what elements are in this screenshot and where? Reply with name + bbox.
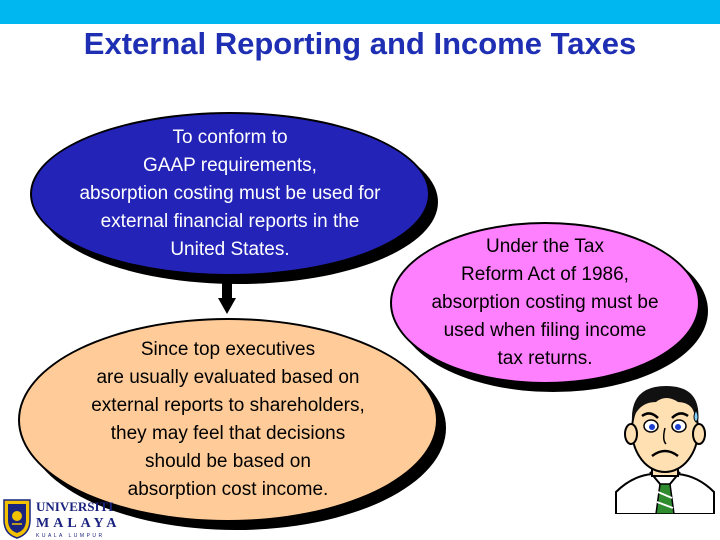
gaap-bubble-body bbox=[30, 112, 430, 276]
tax-bubble-text: Under the Tax Reform Act of 1986, absorption costing must be used when filing income tax returns. bbox=[431, 236, 659, 369]
gaap-bubble bbox=[30, 112, 438, 284]
worried-man-icon bbox=[612, 380, 718, 514]
logo-line-1: UNIVERSITI bbox=[36, 499, 114, 514]
logo-line-3: KUALA LUMPUR bbox=[36, 533, 105, 539]
executives-bubble-body bbox=[18, 318, 438, 522]
top-accent-bar bbox=[0, 0, 720, 24]
executives-bubble-text: Since top executives are usually evaluated based on external reports to shareholders, they may feel that decisions should be based on absorption cost income. bbox=[91, 339, 365, 500]
crest-icon bbox=[4, 500, 30, 538]
university-logo bbox=[0, 494, 125, 540]
gaap-bubble-text: To conform to GAAP requirements, absorption costing must be used for external financial reports in the United States. bbox=[79, 127, 381, 260]
logo-line-2: MALAYA bbox=[36, 516, 121, 531]
arrow-down-icon bbox=[218, 298, 236, 314]
slide-title: External Reporting and Income Taxes bbox=[83, 26, 637, 61]
